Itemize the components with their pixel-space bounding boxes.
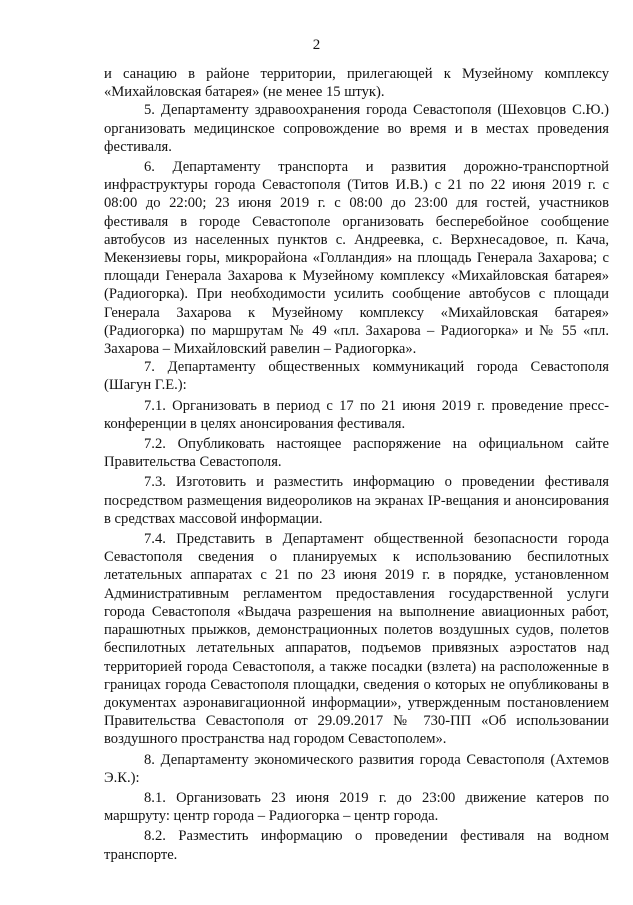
paragraph-item-8-1: 8.1. Организовать 23 июня 2019 г. до 23:00 движение катеров по маршруту: центр города – Радиогорка – центр города. (104, 789, 609, 825)
paragraph-item-8-2: 8.2. Разместить информацию о проведении фестиваля на водном транспорте. (104, 828, 609, 863)
paragraph-item-5: 5. Департаменту здравоохранения города Севастополя (Шеховцов С.Ю.) организовать медицинское сопровождение во время и в местах проведения фестиваля. (104, 102, 609, 155)
paragraph-item-7-2: 7.2. Опубликовать настоящее распоряжение на официальном сайте Правительства Севастополя. (104, 436, 609, 471)
paragraph-item-7-4: 7.4. Представить в Департамент общественной безопасности города Севастополя сведения о планируемых к использованию беспилотных летательных аппаратах с 21 по 23 июня 2019 г. в порядке, установленном Административным регламентом предоставления государственной услуги города Севастополя «Выдача разрешения на выполнение авиационных работ, парашютных прыжков, демонстрационных полетов воздушных судов, полетов беспилотных летательных аппаратов, подъемов привязных аэростатов над территорией города Севастополя, а также посадки (взлета) на расположенные в границах города Севастополя площадки, сведения о которых не опубликованы в документах аэронавигационной информации», утвержденным постановлением Правительства Севастополя от 29.09.2017 № 730-ПП «Об использовании воздушного пространства над городом Севастополем». (104, 531, 609, 748)
document-body (104, 65, 609, 864)
paragraph-item-8: 8. Департаменту экономического развития города Севастополя (Ахтемов Э.К.): (104, 751, 609, 786)
paragraph-item-7-1: 7.1. Организовать в период с 17 по 21 июня 2019 г. проведение пресс-конференции в целях анонсирования фестиваля. (104, 397, 609, 432)
paragraph-item-7: 7. Департаменту общественных коммуникаций города Севастополя (Шагун Г.Е.): (104, 359, 609, 394)
paragraph-item-7-3: 7.3. Изготовить и разместить информацию о проведении фестиваля посредством размещения видеороликов на экранах IP-вещания и анонсирования в средствах массовой информации. (104, 474, 609, 527)
paragraph-item-4-continuation: и санацию в районе территории, прилегающей к Музейному комплексу «Михайловская батарея» (не менее 15 штук). (104, 66, 609, 101)
paragraph-item-6: 6. Департаменту транспорта и развития дорожно-транспортной инфраструктуры города Севастополя (Титов И.В.) с 21 по 22 июня 2019 г. с 08:00 до 22:00; 23 июня 2019 г. с 08:00 до 23:00 для гостей, участников фестиваля в городе Севастополе организовать бесперебойное сообщение автобусов из населенных пунктов с. Андреевка, с. Верхнесадовое, п. Кача, Мекензиевы горы, микрорайона «Голландия» на площадь Генерала Захарова; с площади Генерала Захарова к Музейному комплексу «Михайловская батарея» (Радиогорка). При необходимости усилить сообщение автобусов с площади Генерала Захарова к Музейному комплексу «Михайловская батарея» (Радиогорка) по маршрутам № 49 «пл. Захарова – Радиогорка» и № 55 «пл. Захарова – Михайловский равелин – Радиогорка». (104, 159, 609, 358)
page-number: 2 (312, 37, 321, 53)
